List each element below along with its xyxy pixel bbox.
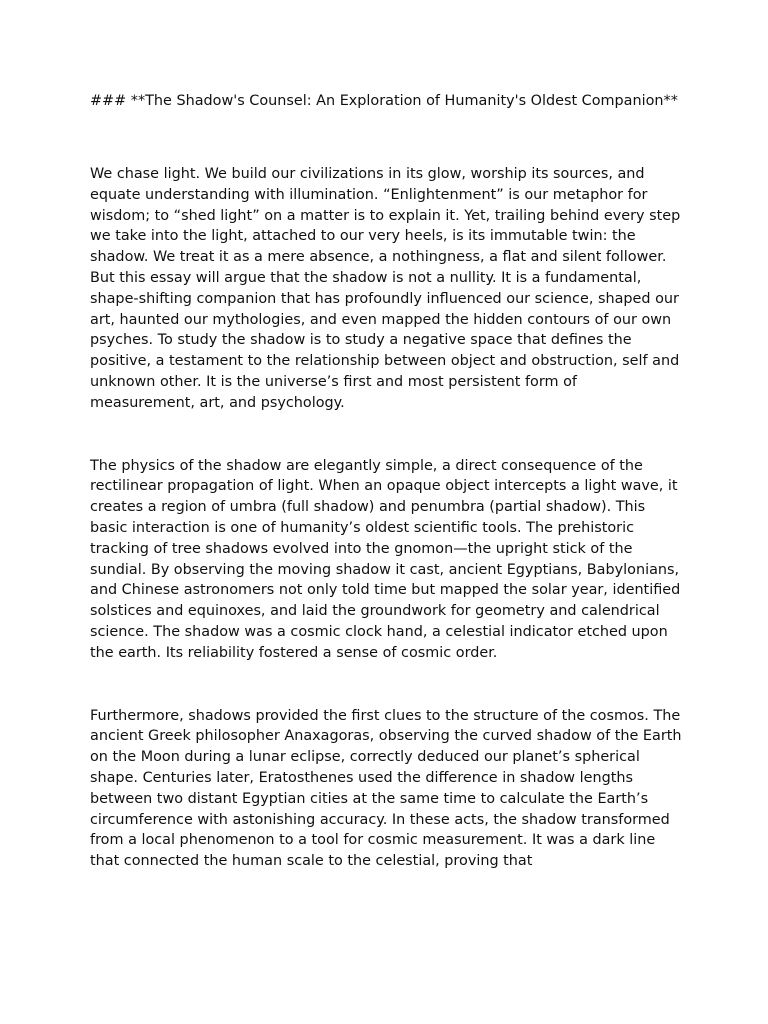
- paragraph-cosmos: Furthermore, shadows provided the first clues to the structure of the cosmos. The ancient Greek philosopher Anaxagoras, observing the curved shadow of the Earth on the Moon during a lunar eclipse, correctly deduced our planet’s spherical shape. Centuries later, Eratosthenes used the difference in shadow lengths between two distant Egyptian cities at the same time to calculate the Earth’s circumference with astonishing accuracy. In these acts, the shadow transformed from a local phenomenon to a tool for cosmic measurement. It was a dark line that connected the human scale to the celestial, proving that: [90, 707, 682, 870]
- paragraph-physics: The physics of the shadow are elegantly simple, a direct consequence of the rectilinear propagation of light. When an opaque object intercepts a light wave, it creates a region of umbra (full shadow) and penumbra (partial shadow). This basic interaction is one of humanity’s oldest scientific tools. The prehistoric tracking of tree shadows evolved into the gnomon—the upright stick of the sundial. By observing the moving shadow it cast, ancient Egyptians, Babylonians, and Chinese astronomers not only told time but mapped the solar year, identified solstices and equinoxes, and laid the groundwork for geometry and calendrical science. The shadow was a cosmic clock hand, a celestial indicator etched upon the earth. Its reliability fostered a sense of cosmic order.: [90, 457, 681, 661]
- essay-title: ### **The Shadow's Counsel: An Exploration of Humanity's Oldest Companion**: [90, 93, 678, 109]
- document-page: [90, 90, 682, 872]
- paragraph-introduction: We chase light. We build our civilizations in its glow, worship its sources, and equate understanding with illumination. “Enlightenment” is our metaphor for wisdom; to “shed light” on a matter is to explain it. Yet, trailing behind every step we take into the light, attached to our very heels, is its immutable twin: the shadow. We treat it as a mere absence, a nothingness, a flat and silent follower. But this essay will argue that the shadow is not a nullity. It is a fundamental, shape-shifting companion that has profoundly influenced our science, shaped our art, haunted our mythologies, and even mapped the hidden contours of our own psyches. To study the shadow is to study a negative space that defines the positive, a testament to the relationship between object and obstruction, self and unknown other. It is the universe’s first and most persistent form of measurement, art, and psychology.: [90, 166, 681, 411]
